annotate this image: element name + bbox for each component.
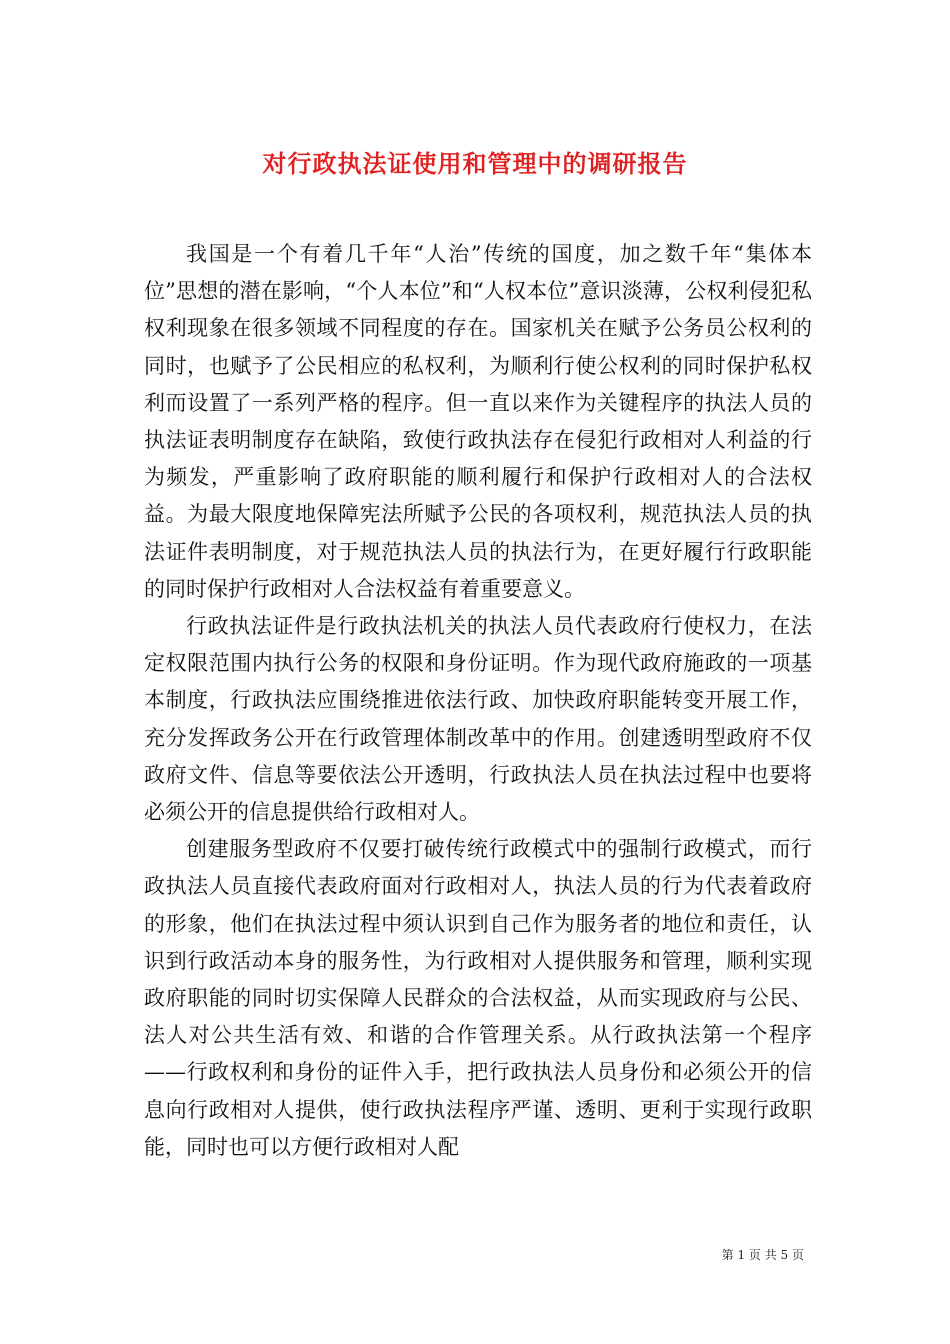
paragraph-2: 行政执法证件是行政执法机关的执法人员代表政府行使权力，在法定权限范围内执行公务的权限和身份证明。作为现代政府施政的一项基本制度，行政执法应围绕推进依法行政、加快政府职能转变开展工作，充分发挥政务公开在行政管理体制改革中的作用。创建透明型政府不仅政府文件、信息等要依法公开透明，行政执法人员在执法过程中也要将必须公开的信息提供给行政相对人。 — [144, 614, 812, 825]
paragraph-1: 我国是一个有着几千年“人治”传统的国度，加之数千年“集体本位”思想的潜在影响，“个人本位”和“人权本位”意识淡薄，公权利侵犯私权利现象在很多领域不同程度的存在。国家机关在赋予公务员公权利的同时，也赋予了公民相应的私权利，为顺利行使公权利的同时保护私权利而设置了一系列严格的程序。但一直以来作为关键程序的执法人员的执法证表明制度存在缺陷，致使行政执法存在侵犯行政相对人利益的行为频发，严重影响了政府职能的顺利履行和保护行政相对人的合法权益。为最大限度地保障宪法所赋予公民的各项权利，规范执法人员的执法证件表明制度，对于规范执法人员的执法行为，在更好履行行政职能的同时保护行政相对人合法权益有着重要意义。 — [144, 242, 812, 601]
page-number-footer: 第 1 页 共 5 页 — [721, 1248, 804, 1262]
document-title: 对行政执法证使用和管理中的调研报告 — [262, 149, 688, 179]
paragraph-3: 创建服务型政府不仅要打破传统行政模式中的强制行政模式，而行政执法人员直接代表政府面对行政相对人，执法人员的行为代表着政府的形象，他们在执法过程中须认识到自己作为服务者的地位和责任，认识到行政活动本身的服务性，为行政相对人提供服务和管理，顺利实现政府职能的同时切实保障人民群众的合法权益，从而实现政府与公民、法人对公共生活有效、和谐的合作管理关系。从行政执法第一个程序——行政权利和身份的证件入手，把行政执法人员身份和必须公开的信息向行政相对人提供，使行政执法程序严谨、透明、更利于实现行政职能，同时也可以方便行政相对人配 — [144, 837, 812, 1159]
document-body — [144, 236, 812, 1166]
